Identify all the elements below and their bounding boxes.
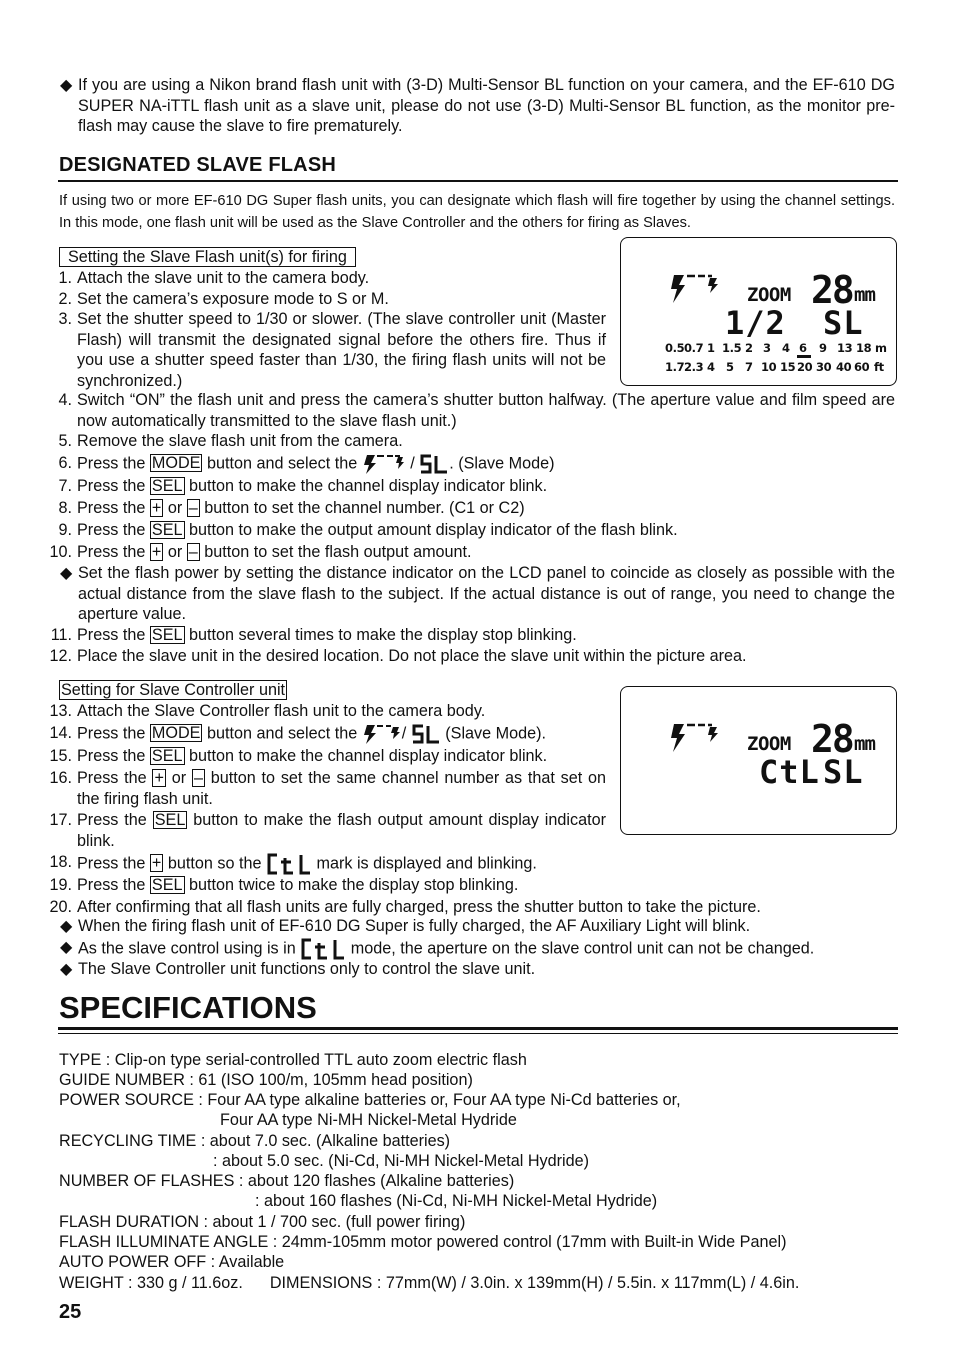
ctl-mode-icon [266, 852, 312, 876]
diamond-bullet-icon: ◆ [60, 76, 73, 94]
lcd-feet-tick: 10 [761, 360, 777, 374]
step-18: 18. Press the + button so the mark is displayed and blinking. [40, 852, 895, 876]
lcd-distance-indicator [797, 355, 811, 358]
lcd-meter-tick: 1.5 [722, 341, 742, 355]
minus-button-label: – [188, 543, 198, 561]
lcd-feet-tick: ft [874, 360, 884, 374]
lcd-meter-tick: 2 [745, 341, 753, 355]
sel-button-label: SEL [151, 521, 183, 539]
lcd-meter-tick: 13 [837, 341, 853, 355]
step-12: 12. Place the slave unit in the desired location. Do not place the slave unit within the picture area. [49, 647, 747, 665]
lcd-feet-tick: 40 [836, 360, 852, 374]
mode-button-label: MODE [151, 724, 201, 743]
lcd-ctl-mode: CtL [759, 753, 820, 791]
diamond-bullet-icon: ◆ [60, 960, 73, 978]
lcd-mode-sl: SL [823, 304, 864, 342]
step-20: 20. After confirming that all flash units are fully charged, press the shutter button to take the picture. [49, 898, 761, 916]
minus-button-label: – [193, 769, 203, 787]
lcd-meter-tick: 1 [707, 341, 715, 355]
controller-label: Setting for Slave Controller unit [61, 681, 286, 699]
step-10: 10. Press the + or – button to set the flash output amount. [49, 543, 472, 561]
lcd-mm-label: mm [854, 284, 875, 306]
lcd-feet-tick: 1.7 [665, 360, 685, 374]
step-13: 13. Attach the Slave Controller flash unit to the camera body. [49, 702, 486, 720]
step-9: 9. Press the SEL button to make the output amount display indicator of the flash blink. [58, 521, 678, 539]
lcd-feet-tick: 20 [797, 360, 813, 374]
lcd-meter-tick: 4 [782, 341, 790, 355]
minus-button-label: – [188, 499, 198, 517]
step-5: 5. Remove the slave flash unit from the camera. [58, 432, 403, 450]
specifications-heading: SPECIFICATIONS [59, 990, 317, 1025]
section-heading-designated: DESIGNATED SLAVE FLASH [59, 154, 337, 176]
spec-rule-top [58, 1027, 898, 1030]
lcd-zoom-label: ZOOM [747, 284, 791, 306]
spec-type: TYPE : Clip-on type serial-controlled TTL auto zoom electric flash [59, 1051, 527, 1069]
sl-mode-icon [411, 723, 441, 745]
lcd-feet-tick: 7 [745, 360, 753, 374]
step-16: 16. Press the + or – button to set the same channel number as that set on the firing flash unit. [49, 769, 607, 808]
step-1: 1. Attach the slave unit to the camera body. [58, 269, 370, 287]
heading-rule [58, 180, 898, 182]
lcd-feet-tick: 5 [726, 360, 734, 374]
controller-function-note: ◆ The Slave Controller unit functions only to control the slave unit. [60, 960, 536, 978]
lcd-mode-sl: SL [823, 753, 864, 791]
step-8: 8. Press the + or – button to set the channel number. (C1 or C2) [58, 499, 525, 517]
lcd-zoom-label: ZOOM [747, 733, 791, 755]
spec-flash-duration: FLASH DURATION : about 1 / 700 sec. (full power firing) [59, 1213, 466, 1231]
sel-button-label: SEL [154, 811, 186, 829]
intro-note: ◆ If you are using a Nikon brand flash unit with (3-D) Multi-Sensor BL function on your camera, and the EF-610 DG SUPER NA-iTTL flash unit as a slave unit, please do not use (3-D) Multi-Sensor BL function, as the monitor pre-flash may cause the slave to fire prematurely. [60, 76, 895, 135]
lcd-feet-tick: 30 [816, 360, 832, 374]
step-3: 3. Set the shutter speed to 1/30 or slower. (The slave controller unit (Master Flash) will transmit the designated signal before the others fire. Thus if you use a shutter speed faster than 1/30, the firing flash units will not be synchronized.) [58, 310, 606, 390]
lcd-mm-label: mm [854, 733, 875, 755]
lcd-feet-tick: 2.3 [684, 360, 704, 374]
step-7: 7. Press the SEL button to make the channel display indicator blink. [58, 477, 548, 495]
plus-button-label: + [151, 543, 162, 561]
spec-weight-dimensions: WEIGHT : 330 g / 11.6oz. DIMENSIONS : 77mm(W) / 3.0in. x 139mm(H) / 5.5in. x 117mm(L) / 4.6in. [59, 1274, 800, 1292]
lcd-meter-tick: m [875, 341, 887, 355]
spec-recycling-time-cont: : about 5.0 sec. (Ni-Cd, Ni-MH Nickel-Metal Hydride) [213, 1152, 590, 1170]
diamond-bullet-icon: ◆ [60, 917, 73, 935]
sel-button-label: SEL [151, 626, 183, 644]
spec-power-source: POWER SOURCE : Four AA type alkaline batteries or, Four AA type Ni-Cd batteries or, [59, 1091, 681, 1109]
lcd-feet-tick: 15 [780, 360, 796, 374]
sel-button-label: SEL [151, 477, 183, 495]
lcd-feet-tick: 60 [854, 360, 870, 374]
spec-number-of-flashes-cont: : about 160 flashes (Ni-Cd, Ni-MH Nickel-Metal Hydride) [255, 1192, 658, 1210]
step-17: 17. Press the SEL button to make the flash output amount display indicator blink. [49, 811, 606, 850]
firing-label: Setting the Slave Flash unit(s) for firing [59, 247, 356, 268]
slave-flash-icon [362, 453, 406, 475]
sel-button-label: SEL [151, 876, 183, 894]
ctl-mode-note: ◆ As the slave control using is in mode, the aperture on the slave control unit can not be changed. [60, 937, 895, 961]
slave-flash-icon [670, 273, 722, 305]
mode-button-label: MODE [151, 454, 201, 473]
lcd-meter-tick: 9 [819, 341, 827, 355]
slave-flash-icon [362, 723, 402, 745]
lcd-focal-length: 28 [811, 717, 853, 761]
page-number: 25 [59, 1301, 82, 1323]
spec-power-source-cont: Four AA type Ni-MH Nickel-Metal Hydride [220, 1111, 517, 1129]
flash-power-note: ◆ Set the flash power by setting the distance indicator on the LCD panel to coincide as closely as possible with the actual distance from the slave flash to the subject. If the actual distance is out of range, you need to change the aperture value. [60, 564, 895, 623]
spec-number-of-flashes: NUMBER OF FLASHES : about 120 flashes (Alkaline batteries) [59, 1172, 515, 1190]
step-14: 14. Press the MODE button and select the / (Slave Mode). [40, 723, 606, 745]
lcd-panel-controller [620, 686, 897, 835]
lcd-meter-tick: 6 [799, 341, 807, 355]
step-15: 15. Press the SEL button to make the channel display indicator blink. [49, 747, 548, 765]
step-4: 4. Switch “ON” the flash unit and press the camera’s shutter button halfway. (The aperture value and film speed are now automatically transmitted to the slave flash unit.) [58, 391, 895, 430]
spec-illuminate-angle: FLASH ILLUMINATE ANGLE : 24mm-105mm motor powered control (17mm with Built-in Wide Panel) [59, 1233, 787, 1251]
lcd-meter-tick: 0.7 [684, 341, 704, 355]
plus-button-label: + [154, 769, 164, 787]
step-19: 19. Press the SEL button twice to make the display stop blinking. [49, 876, 519, 894]
designated-description: If using two or more EF-610 DG Super flash units, you can designate which flash will fire together by using the channel settings. In this mode, one flash unit will be used as the Slave Controller and the others for firing as Slaves. [59, 193, 895, 231]
ctl-mode-icon [300, 937, 346, 961]
spec-auto-power-off: AUTO POWER OFF : Available [59, 1253, 285, 1271]
lcd-panel-slave [620, 237, 897, 386]
lcd-focal-length: 28 [811, 268, 853, 312]
step-6: 6. Press the MODE button and select the / . (Slave Mode) [40, 453, 895, 475]
af-light-note: ◆ When the firing flash unit of EF-610 DG Super is fully charged, the AF Auxiliary Light will blink. [60, 917, 751, 935]
spec-rule-bottom [58, 1033, 898, 1034]
sl-mode-icon [419, 453, 449, 475]
plus-button-label: + [151, 854, 162, 873]
lcd-output-ratio: 1/2 [725, 304, 786, 342]
lcd-meter-tick: 0.5 [665, 341, 685, 355]
lcd-meter-tick: 18 [856, 341, 872, 355]
spec-guide-number: GUIDE NUMBER : 61 (ISO 100/m, 105mm head position) [59, 1071, 473, 1089]
slave-flash-icon [670, 722, 722, 754]
step-11: 11. Press the SEL button several times to make the display stop blinking. [50, 626, 577, 644]
spec-recycling-time: RECYCLING TIME : about 7.0 sec. (Alkaline batteries) [59, 1132, 451, 1150]
plus-button-label: + [151, 499, 162, 517]
sel-button-label: SEL [151, 747, 183, 765]
lcd-meter-tick: 3 [763, 341, 771, 355]
diamond-bullet-icon: ◆ [60, 564, 73, 582]
lcd-feet-tick: 4 [707, 360, 715, 374]
diamond-bullet-icon: ◆ [60, 938, 73, 956]
step-2: 2. Set the camera’s exposure mode to S or M. [58, 290, 389, 308]
